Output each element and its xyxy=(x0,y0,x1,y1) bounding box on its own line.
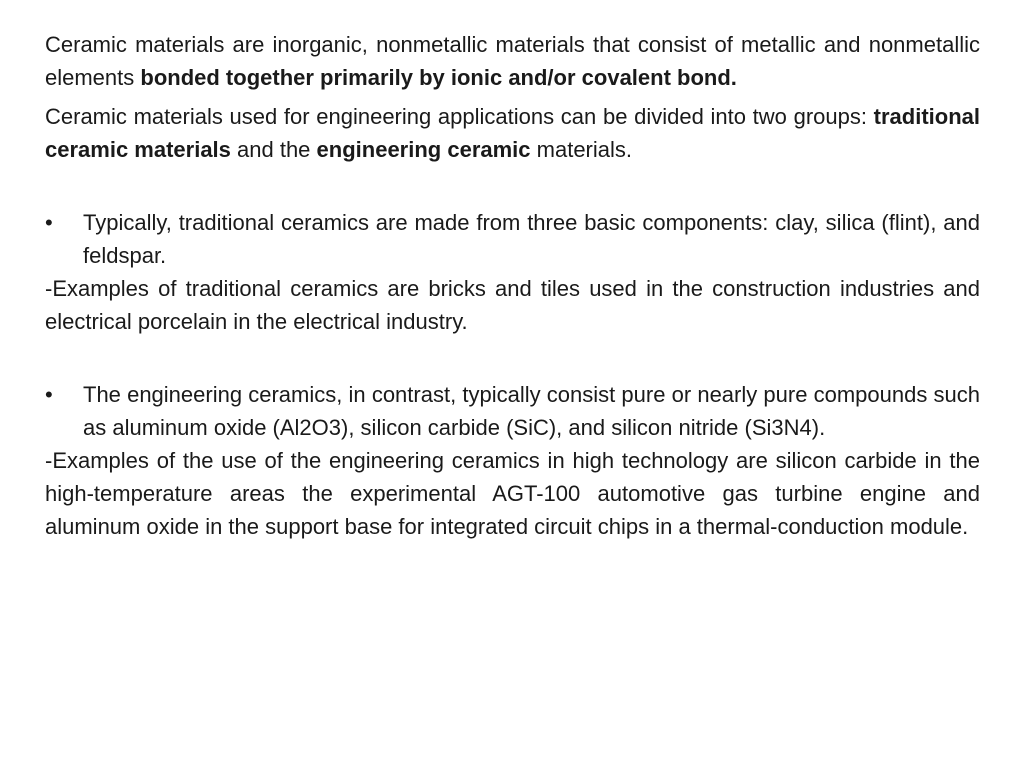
intro-p2-text-b: and the xyxy=(230,137,317,162)
bullet-icon: • xyxy=(45,382,53,407)
intro-p1-bold: bonded together primarily by ionic and/or covalent bond. xyxy=(140,65,737,90)
traditional-examples: -Examples of traditional ceramics are bricks and tiles used in the construction industries and electrical porcelain in the electrical industry. xyxy=(45,276,980,334)
intro-p2-text-c: materials. xyxy=(530,137,633,162)
slide-body xyxy=(45,28,980,543)
intro-paragraph-1 xyxy=(45,28,980,94)
engineering-bullet xyxy=(45,378,980,444)
intro-paragraph-2 xyxy=(45,100,980,166)
intro-p2-bold-engineering: engineering ceramic xyxy=(316,137,531,162)
engineering-examples: -Examples of the use of the engineering ceramics in high technology are silicon carbide in the high-temperature areas the experimental AGT-100 automotive gas turbine engine and aluminum oxide in the support base for integrated circuit chips in a thermal-conduction module. xyxy=(45,448,980,539)
intro-p2-text-a: Ceramic materials used for engineering applications can be divided into two groups: xyxy=(45,104,874,129)
bullet-icon: • xyxy=(45,210,53,235)
traditional-bullet-text: Typically, traditional ceramics are made from three basic components: clay, silica (flint), and feldspar. xyxy=(83,210,980,268)
spacer xyxy=(45,338,980,378)
intro-p2-bold-traditional: traditional ceramic materials xyxy=(45,104,980,162)
traditional-bullet xyxy=(45,206,980,272)
intro-p1-text: Ceramic materials are inorganic, nonmetallic materials that consist of metallic and nonmetallic elements xyxy=(45,32,980,90)
spacer xyxy=(45,166,980,206)
engineering-bullet-text: The engineering ceramics, in contrast, typically consist pure or nearly pure compounds such as aluminum oxide (Al2O3), silicon carbide (SiC), and silicon nitride (Si3N4). xyxy=(83,382,980,440)
